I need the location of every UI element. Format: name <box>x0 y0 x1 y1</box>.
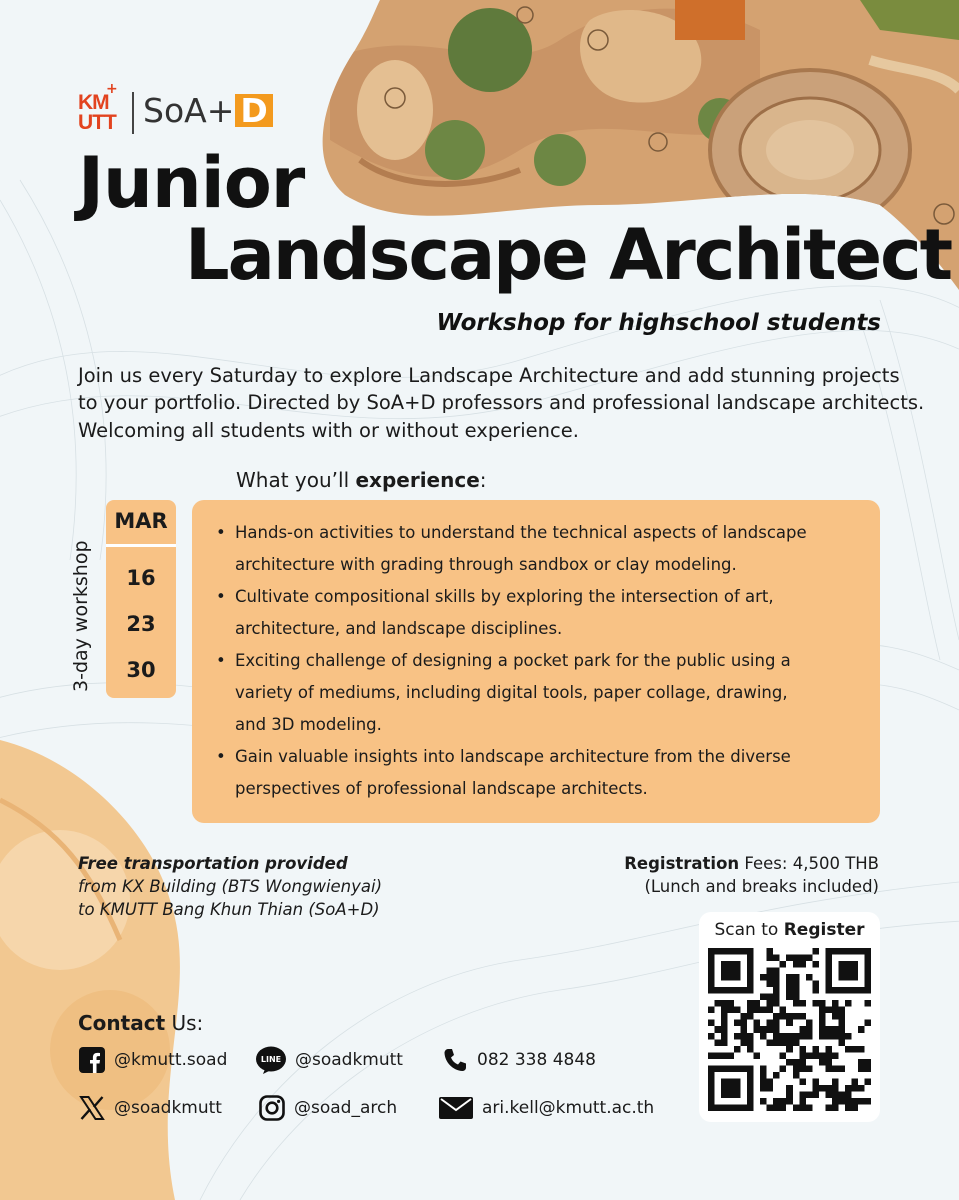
intro-line: Join us every Saturday to explore Landscape Architecture and add stunning projects <box>78 364 900 387</box>
kmutt-logo-km: KM <box>78 91 109 114</box>
bullet-line: perspectives of professional landscape architects. <box>235 779 648 798</box>
bullet-line: • Cultivate compositional skills by exploring the intersection of art, <box>235 587 774 606</box>
contact-instagram[interactable] <box>258 1094 397 1122</box>
soad-logo-text: SoA+ <box>143 91 235 130</box>
title-line-1: Junior <box>78 142 305 224</box>
bullet-line: • Gain valuable insights into landscape architecture from the diverse <box>235 747 791 766</box>
transport-heading: Free transportation provided <box>78 854 348 873</box>
kmutt-logo <box>78 81 124 136</box>
contact-heading-bold: Contact <box>78 1011 166 1035</box>
registration-fees <box>624 852 879 875</box>
intro-paragraph <box>78 362 925 444</box>
transport-line: from KX Building (BTS Wongwienyai) <box>78 877 383 897</box>
registration-fee-text: Fees: 4,500 THB <box>739 854 879 873</box>
date-month: MAR <box>114 509 168 533</box>
contact-facebook-text: @kmutt.soad <box>114 1049 228 1070</box>
registration-info <box>624 852 879 898</box>
bullet-line: variety of mediums, including digital tools, paper collage, drawing, <box>235 683 788 702</box>
intro-line: to your portfolio. Directed by SoA+D professors and professional landscape architects. <box>78 391 925 415</box>
instagram-icon <box>258 1094 286 1122</box>
contact-email-text: ari.kell@kmutt.ac.th <box>482 1097 655 1118</box>
experience-heading-suffix: : <box>479 468 487 492</box>
contact-phone[interactable] <box>441 1046 596 1074</box>
qr-label-prefix: Scan to <box>714 920 784 940</box>
logo-divider <box>132 92 134 134</box>
soad-logo-d: D <box>235 94 272 127</box>
date-card <box>106 500 176 698</box>
qr-label <box>699 920 880 940</box>
phone-icon <box>441 1046 469 1074</box>
bullet-line: and 3D modeling. <box>235 715 382 734</box>
email-icon <box>438 1094 474 1122</box>
experience-heading-bold: experience <box>355 468 480 492</box>
registration-label: Registration <box>624 854 740 873</box>
experience-bullet <box>212 581 872 645</box>
subtitle: Workshop for highschool students <box>436 310 881 336</box>
experience-card <box>192 500 880 823</box>
soad-logo <box>143 91 273 130</box>
experience-bullet <box>212 741 872 805</box>
registration-note: (Lunch and breaks included) <box>644 877 879 897</box>
kmutt-logo-utt: UTT <box>78 111 116 134</box>
title-line-2: Landscape Architect <box>185 214 952 296</box>
experience-heading-prefix: What you’ll <box>236 468 356 492</box>
contact-line[interactable] <box>255 1045 403 1075</box>
registration-qr-code[interactable] <box>708 948 871 1111</box>
bullet-line: • Hands-on activities to understand the technical aspects of landscape <box>235 523 807 542</box>
facebook-icon <box>78 1046 106 1074</box>
qr-card[interactable] <box>699 912 880 1122</box>
experience-bullet <box>212 645 872 741</box>
bullet-line: architecture with grading through sandbox or clay modeling. <box>235 555 737 574</box>
contact-heading-rest: Us: <box>165 1011 204 1035</box>
contact-instagram-text: @soad_arch <box>294 1097 398 1118</box>
transport-line: to KMUTT Bang Khun Thian (SoA+D) <box>78 900 380 920</box>
svg-text:LINE: LINE <box>260 1055 282 1064</box>
contact-phone-text: 082 338 4848 <box>477 1049 596 1070</box>
bullet-line: • Exciting challenge of designing a pocket park for the public using a <box>235 651 791 670</box>
qr-label-bold: Register <box>783 920 865 940</box>
date-day: 23 <box>126 612 156 636</box>
contact-x-text: @soadkmutt <box>114 1097 222 1118</box>
experience-heading <box>236 467 487 493</box>
date-day: 16 <box>126 566 156 590</box>
x-icon <box>78 1094 106 1122</box>
workshop-length-text: 3-day workshop <box>70 540 92 692</box>
intro-line: Welcoming all students with or without experience. <box>78 418 579 442</box>
contact-heading <box>78 1013 203 1033</box>
corner-image <box>0 740 200 1200</box>
line-app-icon <box>255 1045 287 1075</box>
contact-x[interactable] <box>78 1094 222 1122</box>
contact-email[interactable] <box>438 1094 654 1122</box>
bullet-line: architecture, and landscape disciplines. <box>235 619 563 638</box>
transport-info <box>78 852 382 921</box>
date-divider <box>106 544 176 547</box>
contact-facebook[interactable] <box>78 1046 227 1074</box>
experience-bullet <box>212 517 872 581</box>
experience-list <box>212 517 872 805</box>
date-day: 30 <box>126 658 156 682</box>
contact-line-text: @soadkmutt <box>295 1049 403 1070</box>
kmutt-logo-mark: + <box>106 81 118 97</box>
